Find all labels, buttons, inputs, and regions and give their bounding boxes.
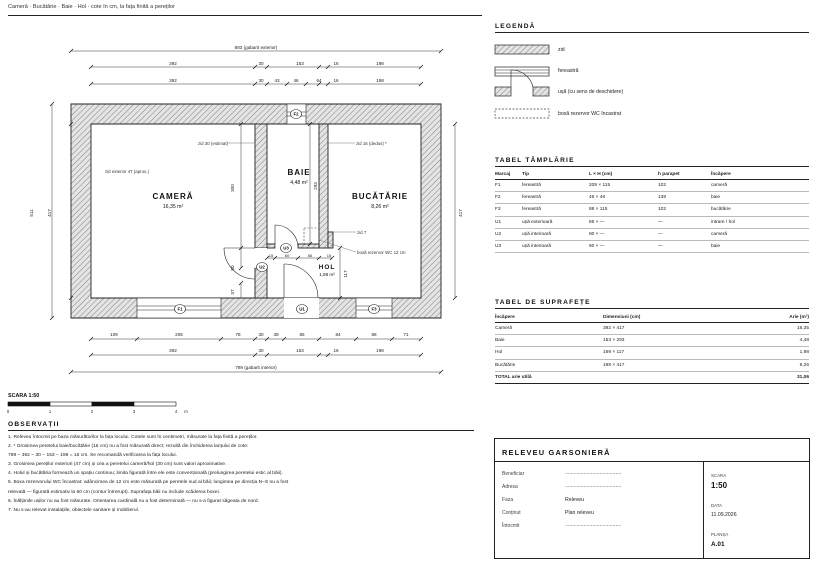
- tag-u3: U3: [283, 245, 289, 251]
- field-value-adresa: .......................................: [565, 483, 622, 489]
- dim-top2-4: 64: [316, 78, 322, 83]
- field-label-faza: Faza: [502, 497, 514, 503]
- dim-hol-3: 15: [326, 253, 332, 258]
- dim-hol-1: 60: [284, 253, 290, 258]
- room-baie: BAIE: [287, 168, 311, 177]
- walls: [71, 104, 441, 318]
- wc-box: [304, 228, 319, 244]
- obs-line: 789 − 392 − 30 − 153 − 198 = 16 cm. Se recomandă verificarea la fața locului.: [8, 453, 177, 459]
- room-camera: CAMERĂ: [152, 192, 194, 201]
- tag-f3: F3: [371, 306, 377, 312]
- dim-top1-4: 198: [376, 61, 384, 66]
- dim-bot1-0: 109: [110, 332, 118, 337]
- field-label-intocmit: Întocmit: [502, 523, 520, 529]
- obs-line: 6. Înălțimile ușilor nu au fost măsurate. Orientarea cardinală nu a fost determinată — nu s-a figurat săgeata de nord.: [8, 498, 259, 504]
- legend-item-usa: ușă (cu sens de deschidere): [558, 89, 624, 95]
- scale-field-label: SCARA: [711, 473, 727, 478]
- tag-f1: F1: [177, 306, 183, 312]
- table-row: Bucătărie 198 × 417 8,26: [495, 359, 809, 371]
- observations-rule: [8, 430, 474, 431]
- table-row: U1 ușă exterioară 85 × — — intrare / hol: [495, 216, 809, 228]
- room-bucatarie-area: 8,26 m²: [371, 204, 389, 210]
- note-wc-box: boxă rezervor WC 12 cm: [357, 250, 406, 255]
- table-row: F3 fereastră 88 × 115 102 bucătărie: [495, 204, 809, 216]
- dim-hol-0: 15: [268, 253, 274, 258]
- scale-field-value: 1:50: [711, 481, 728, 490]
- dim-bot1-1: 205: [175, 332, 183, 337]
- obs-line: 5. Boxa rezervorului WC încastrat: adâncimea de 12 cm este măsurată pe peretele sud al băii; lungimea pe direcția N–S nu a fost: [8, 480, 289, 486]
- dim-top2-0: 392: [169, 78, 177, 83]
- field-label-continut: Conținut: [502, 510, 521, 516]
- dim-bot1-5: 85: [299, 332, 305, 337]
- dim-bot2-1: 30: [258, 348, 264, 353]
- obs-line: relevată — figurată estimativ la 60 cm (contur întrerupt). Suprafața băii nu include scăderea boxei.: [8, 489, 221, 495]
- obs-line: 7. Nu s-au relevat instalațiile, obiectele sanitare și mobilierul.: [8, 507, 140, 513]
- field-label-adresa: Adresa: [502, 484, 518, 490]
- table-row: U3 ușă interioară 60 × — — baie: [495, 240, 809, 252]
- dim-bot1-3: 30: [258, 332, 264, 337]
- obs-line: 3. Grosimea pereților exteriori (47 cm) și cea a peretelui cameră/hol (30 cm) sunt valori aproximative.: [8, 462, 227, 468]
- dim-bot1-4: 39: [273, 332, 279, 337]
- obs-line: 4. Holul și bucătăria formează un spațiu continuu; limita figurată între ele este convențională (prelungirea peretelui estic al băii).: [8, 471, 283, 477]
- dim-bot1-6: 84: [335, 332, 341, 337]
- dim-bot2-0: 392: [169, 348, 177, 353]
- dim-u2-h: 80: [230, 265, 235, 271]
- field-value-beneficiar: .......................................: [565, 470, 622, 476]
- table-header: Marcaj Tip L × H (cm) h parapet Încăpere: [495, 169, 809, 180]
- scale-tick-3: 3: [132, 409, 136, 414]
- note-wall16: zid 16 (dedus) *: [356, 141, 387, 146]
- dim-bot2-3: 16: [333, 348, 339, 353]
- dim-bot1-2: 78: [235, 332, 241, 337]
- dim-top2-6: 198: [376, 78, 384, 83]
- field-label-beneficiar: Beneficiar: [502, 471, 525, 477]
- joinery-title: TABEL TÂMPLĂRIE: [495, 157, 575, 164]
- field-value-faza: Releveu: [565, 497, 585, 503]
- obs-line: 1. Releveu întocmit pe baza măsurătorilor la fața locului. Cotele sunt în centimetri, măsurate la fața finită a pereților.: [8, 435, 258, 440]
- dimension-ticks: [50, 49, 457, 374]
- scale-tick-4: 4: [174, 409, 178, 414]
- note-wall30: zid 30 (estimat): [198, 141, 229, 146]
- areas-table: [495, 312, 809, 384]
- dim-37: 37: [230, 289, 235, 295]
- scale-tick-2: 2: [90, 409, 94, 414]
- table-row: Cameră 392 × 417 16,35: [495, 323, 809, 335]
- dim-top1-0: 392: [169, 61, 177, 66]
- dim-top1-3: 16: [333, 61, 339, 66]
- tag-u2: U2: [259, 264, 265, 270]
- dim-overall-top: 883 (gabarit exterior): [234, 45, 278, 50]
- dim-top1-2: 153: [296, 61, 304, 66]
- dim-top2-3: 46: [293, 78, 299, 83]
- dim-top2-2: 43: [274, 78, 280, 83]
- room-hol: HOL: [318, 264, 336, 271]
- dim-bot2-2: 153: [296, 348, 304, 353]
- dimension-lines: [52, 51, 455, 372]
- table-row: Hol 169 × 117 1,98: [495, 347, 809, 359]
- obs-line: 2. * Grosimea peretelui baie/bucătărie (16 cm) nu a fost măsurată direct; rezultă din închiderea lanțului de cote:: [8, 444, 249, 450]
- scale-tick-0: 0: [6, 409, 10, 414]
- note-ext-wall: zid exterior 47 (aprox.): [105, 169, 149, 174]
- dim-overall-bottom: 789 (gabarit interior): [235, 365, 277, 370]
- dim-bot2-4: 198: [376, 348, 384, 353]
- table-row: F2 fereastră 46 × 46 138 baie: [495, 192, 809, 204]
- date-field-value: 11.09.2026: [711, 512, 737, 518]
- legend-item-zid: zid: [558, 47, 565, 53]
- dim-bot1-8: 71: [403, 332, 409, 337]
- tag-f2: F2: [293, 111, 299, 117]
- dim-hol-h: 117: [343, 270, 348, 278]
- table-row: F1 fereastră 205 × 115 102 cameră: [495, 180, 809, 192]
- legend-item-boxa: boxă rezervor WC încastrat: [558, 111, 622, 117]
- tag-u1: U1: [299, 306, 305, 312]
- room-camera-area: 16,35 m²: [162, 204, 184, 210]
- table-row: U2 ușă interioară 80 × — — cameră: [495, 228, 809, 240]
- dim-top2-5: 16: [333, 78, 339, 83]
- field-value-intocmit: .......................................: [565, 522, 622, 528]
- room-baie-area: 4,48 m²: [290, 180, 308, 186]
- scale-unit: m: [184, 409, 188, 414]
- title-block: [494, 438, 810, 559]
- dim-left-outer: 511: [29, 209, 34, 217]
- dim-baie-h: 293: [313, 182, 318, 190]
- dim-bot1-7: 88: [371, 332, 377, 337]
- table-total-row: TOTAL arie utilă 31,06: [495, 371, 809, 383]
- date-field-label: DATA: [711, 503, 723, 508]
- dim-camera-wall: 300: [230, 184, 235, 192]
- page-header: Cameră · Bucătărie · Baie · Hol · cote în cm, la fața finită a pereților: [8, 4, 175, 10]
- observations-title: OBSERVAȚII: [8, 421, 60, 428]
- table-row: Baie 153 × 293 4,48: [495, 335, 809, 347]
- note-wall7: zid 7: [357, 230, 367, 235]
- room-bucatarie: BUCĂTĂRIE: [351, 192, 409, 201]
- areas-title: TABEL DE SUPRAFEȚE: [495, 299, 591, 306]
- scale-tick-1: 1: [48, 409, 52, 414]
- room-hol-area: 1,98 m²: [319, 272, 335, 277]
- title-block-title: RELEVEU GARSONIERĂ: [502, 448, 611, 457]
- legend-item-fereastra: fereastră: [558, 68, 579, 74]
- joinery-table: [495, 169, 809, 253]
- dim-top2-1: 30: [258, 78, 264, 83]
- floor-plan: [0, 0, 490, 420]
- field-value-continut: Plan releveu: [565, 510, 594, 516]
- dim-right-inner: 417: [458, 209, 463, 217]
- legend-title: LEGENDĂ: [495, 23, 536, 30]
- dim-left-inner: 417: [47, 209, 52, 217]
- sheet-field-label: PLANȘA: [711, 532, 729, 537]
- scale-bar: [8, 402, 176, 406]
- dim-top1-1: 30: [258, 61, 264, 66]
- observations-list: [8, 433, 478, 515]
- sheet-field-value: A.01: [711, 541, 725, 548]
- legend-symbols: [493, 40, 555, 122]
- dim-hol-2: 66: [307, 253, 313, 258]
- scale-label: SCARA 1:50: [8, 393, 40, 399]
- table-header: Încăpere Dimensiuni (cm) Arie (m²): [495, 312, 809, 323]
